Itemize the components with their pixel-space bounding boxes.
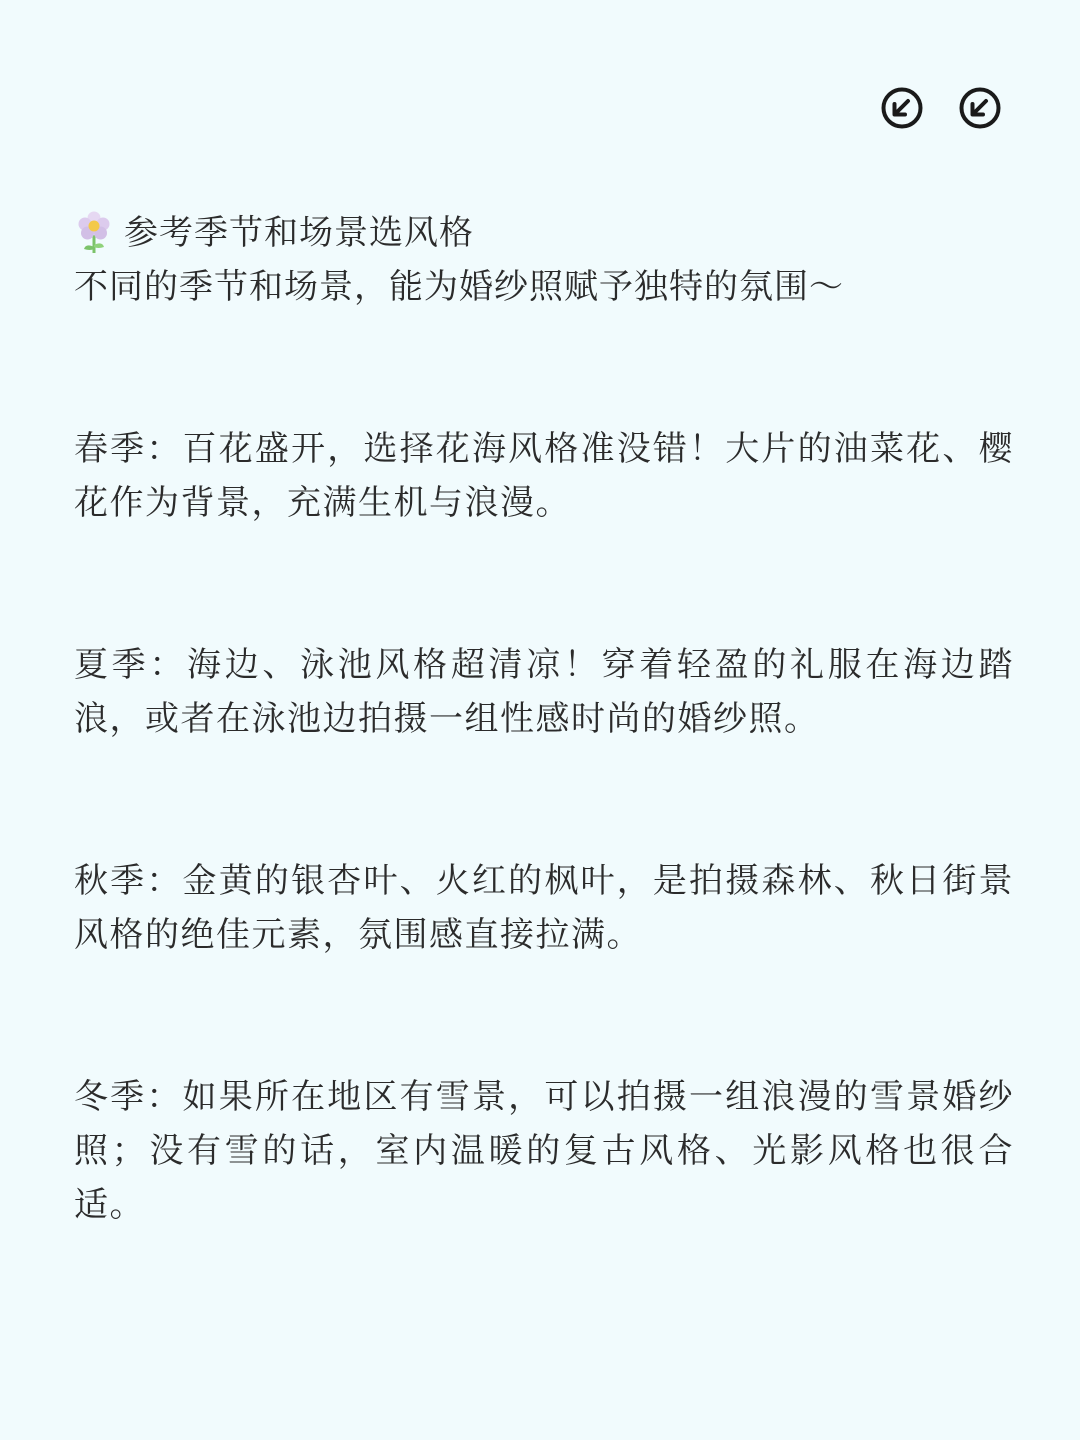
summer-paragraph: 夏季：海边、泳池风格超清凉！穿着轻盈的礼服在海边踏浪，或者在泳池边拍摄一组性感时尚的婚纱照。 — [74, 645, 1014, 739]
section-heading — [74, 206, 1014, 260]
section-intro: 不同的季节和场景，能为婚纱照赋予独特的氛围～ — [74, 267, 844, 307]
autumn-paragraph: 秋季：金黄的银杏叶、火红的枫叶，是拍摄森林、秋日街景风格的绝佳元素，氛围感直接拉满。 — [74, 861, 1014, 955]
spring-paragraph: 春季：百花盛开，选择花海风格准没错！大片的油菜花、樱花作为背景，充满生机与浪漫。 — [74, 429, 1014, 523]
arrow-down-left-circle-icon[interactable] — [880, 86, 924, 130]
flower-icon — [74, 209, 114, 257]
section-heading-text: 参考季节和场景选风格 — [124, 213, 474, 253]
article-content — [74, 206, 1014, 1232]
winter-paragraph: 冬季：如果所在地区有雪景，可以拍摄一组浪漫的雪景婚纱照；没有雪的话，室内温暖的复古风格、光影风格也很合适。 — [74, 1077, 1014, 1225]
arrow-down-left-circle-icon[interactable] — [958, 86, 1002, 130]
top-icon-group — [880, 86, 1002, 130]
